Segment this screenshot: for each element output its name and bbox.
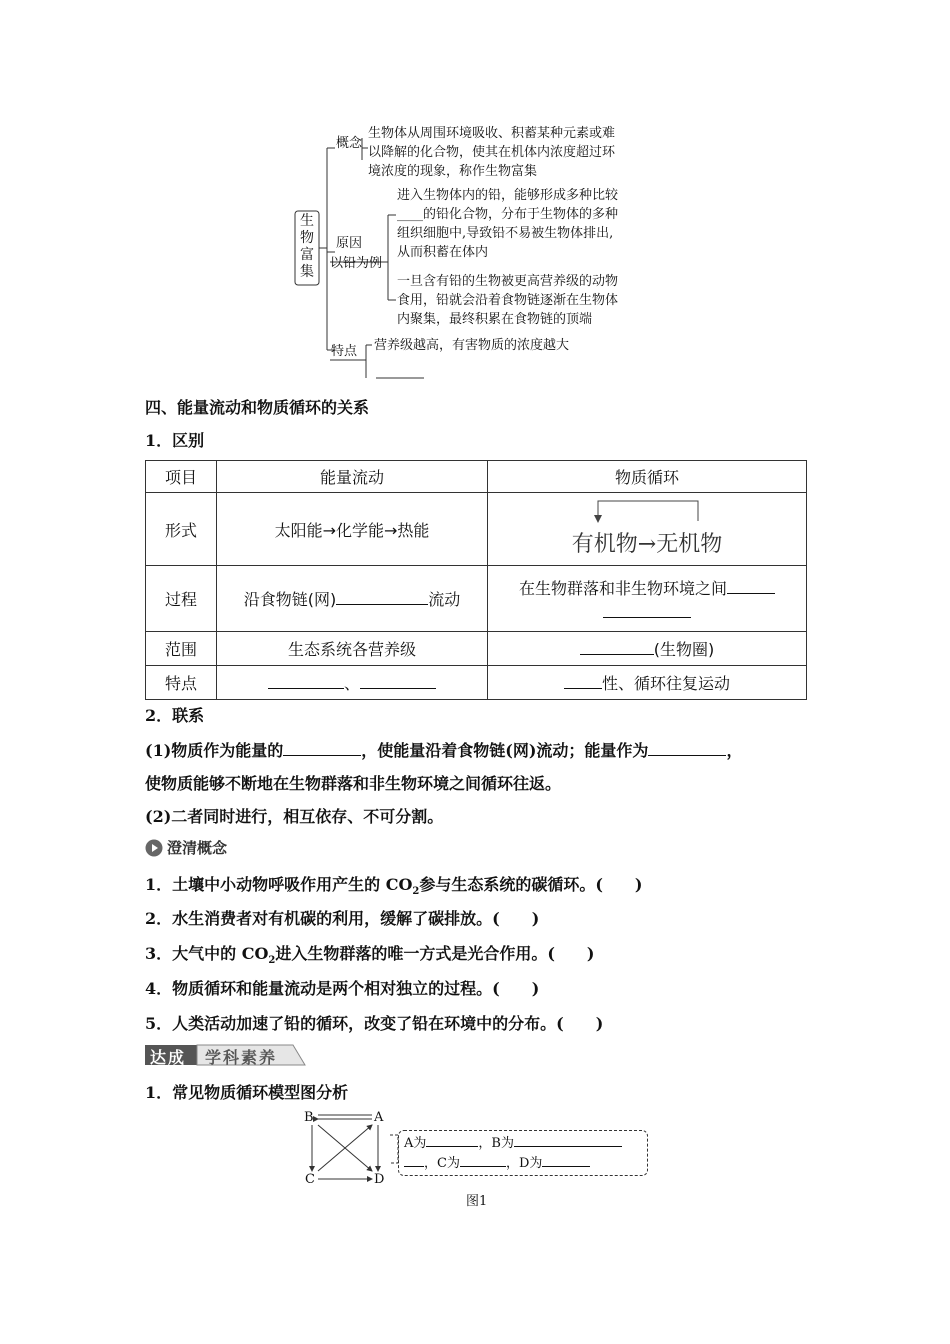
literacy-heading: 1．常见物质循环模型图分析: [145, 1083, 349, 1102]
answer-blank[interactable]: [514, 1134, 622, 1147]
subscript: 2: [412, 886, 420, 898]
literacy-banner: [145, 1043, 307, 1067]
comparison-table: [145, 460, 807, 700]
matter-form-cell: [488, 493, 807, 566]
clarify-item: [145, 906, 539, 929]
concept-text: [368, 124, 615, 181]
answer-blank[interactable]: [580, 640, 654, 655]
diagram-root-box: [295, 213, 319, 281]
node-c: C: [305, 1172, 315, 1187]
answer-blank[interactable]: [336, 590, 428, 605]
reason-text-b: [397, 272, 618, 329]
section-title: 四、能量流动和物质循环的关系: [145, 398, 370, 417]
clarify-item: [145, 872, 643, 897]
table-header-row: [146, 461, 807, 493]
banner-text-a: 达成: [150, 1048, 187, 1067]
subsection-title: 1．区别: [145, 431, 205, 450]
text-line: 从而积蓄在体内: [397, 245, 489, 260]
answer-blank[interactable]: [564, 674, 602, 689]
box-label: A为: [404, 1136, 427, 1151]
clarify-item: [145, 976, 539, 999]
text-line: 境浓度的现象，称作生物富集: [368, 164, 538, 179]
matter-process-text: 在生物群落和非生物环境之间: [518, 578, 727, 598]
table-row: [146, 632, 807, 666]
item-text: 进入生物群落的唯一方式是光合作用。( ): [275, 944, 595, 963]
item-text: 4．物质循环和能量流动是两个相对独立的过程。( ): [145, 979, 540, 998]
item-text: 2．水生消费者对有机碳的利用，缓解了碳排放。( ): [145, 909, 540, 928]
clarify-item: [145, 1011, 603, 1034]
text-line: 食用，铅就会沿着食物链逐渐在生物体: [397, 293, 619, 308]
text-line: 内聚集，最终积累在食物链的顶端: [397, 312, 593, 327]
answer-blank[interactable]: [360, 674, 436, 689]
row-label: 形式: [146, 493, 217, 566]
answer-line-2: [404, 1154, 590, 1173]
item-text: 参与生态系统的碳循环。( ): [419, 875, 643, 894]
item-text: 1．土壤中小动物呼吸作用产生的 CO: [145, 875, 413, 894]
text-line: ____的铅化合物，分布于生物体的多种: [397, 207, 619, 222]
matter-scope-text: (生物圈): [653, 640, 715, 659]
energy-process-post: 流动: [428, 590, 461, 609]
subsection-title: 2．联系: [145, 706, 205, 725]
table-row: [146, 666, 807, 700]
answer-blank[interactable]: [283, 741, 361, 756]
text-line: 组织细胞中,导致铅不易被生物体排出,: [397, 226, 614, 241]
clarify-badge: [145, 837, 227, 858]
node-d: D: [374, 1172, 385, 1187]
link-text: (1)物质作为能量的: [145, 741, 284, 760]
link-text: ，: [726, 741, 743, 760]
energy-feature: [217, 666, 488, 700]
answer-line-1: [404, 1134, 622, 1153]
play-icon: [145, 839, 163, 857]
answer-blank[interactable]: [426, 1134, 478, 1147]
feature-label: 特点: [331, 344, 358, 359]
link-paragraph-1-cont: 使物质能够不断地在生物群落和非生物环境之间循环往返。: [145, 774, 562, 793]
subscript: 2: [268, 955, 276, 967]
answer-blank[interactable]: [268, 674, 344, 689]
energy-process-pre: 沿食物链(网): [243, 590, 337, 609]
answer-blank[interactable]: [542, 1154, 590, 1167]
item-text: 3．大气中的 CO: [145, 944, 269, 963]
clarify-badge-text: 澄清概念: [167, 839, 228, 857]
root-char: 物: [300, 230, 314, 246]
box-label: ，D为: [505, 1156, 543, 1171]
answer-blank[interactable]: [603, 603, 691, 618]
row-label: 特点: [146, 666, 217, 700]
energy-form: 太阳能→化学能→热能: [217, 493, 488, 566]
matter-feature-text: 性、循环往复运动: [601, 674, 730, 693]
table-header: 项目: [146, 461, 217, 493]
text-line: 进入生物体内的铅，能够形成多种比较: [397, 188, 619, 203]
row-label: 范围: [146, 632, 217, 666]
answer-blank[interactable]: [648, 741, 726, 756]
node-a: A: [374, 1110, 384, 1125]
node-b: B: [304, 1110, 314, 1125]
table-header: 物质循环: [488, 461, 807, 493]
answer-blank[interactable]: [404, 1154, 424, 1167]
box-label: ，C为: [424, 1156, 460, 1171]
link-paragraph-2: (2)二者同时进行，相互依存、不可分割。: [145, 807, 444, 826]
clarify-item: [145, 941, 595, 966]
cycle-arrow: [558, 495, 738, 525]
item-text: 5．人类活动加速了铅的循环，改变了铅在环境中的分布。( ): [145, 1014, 604, 1033]
matter-form: 有机物→无机物: [571, 531, 723, 557]
answer-blank[interactable]: [460, 1154, 506, 1167]
concept-label: 概念: [336, 136, 363, 151]
reason-sub-label: 以铅为例: [330, 256, 383, 271]
box-label: ，B为: [478, 1136, 514, 1151]
matter-process: [488, 566, 807, 632]
link-paragraph-1: [145, 738, 742, 761]
matter-scope: [488, 632, 807, 666]
link-text: ，使能量沿着食物链(网)流动；能量作为: [361, 741, 649, 760]
text-line: 以降解的化合物，使其在机体内浓度超过环: [368, 145, 616, 160]
text-line: 一旦含有铅的生物被更高营养级的动物: [397, 274, 619, 289]
root-char: 富: [300, 247, 314, 263]
table-header: 能量流动: [217, 461, 488, 493]
feature-text: 营养级越高，有害物质的浓度越大: [374, 338, 570, 353]
answer-blank[interactable]: [727, 579, 775, 594]
row-label: 过程: [146, 566, 217, 632]
table-row: [146, 566, 807, 632]
energy-scope: 生态系统各营养级: [217, 632, 488, 666]
root-char: 集: [300, 264, 314, 280]
figure-caption: 图1: [466, 1194, 488, 1209]
text-line: 生物体从周围环境吸收、积蓄某种元素或难: [368, 126, 616, 141]
reason-label: 原因: [336, 236, 363, 251]
energy-process: [217, 566, 488, 632]
separator: 、: [343, 674, 360, 693]
reason-text-a: [397, 186, 618, 262]
table-row: [146, 493, 807, 566]
root-char: 生: [300, 213, 314, 229]
banner-text-b: 学科素养: [205, 1048, 278, 1067]
matter-feature: [488, 666, 807, 700]
